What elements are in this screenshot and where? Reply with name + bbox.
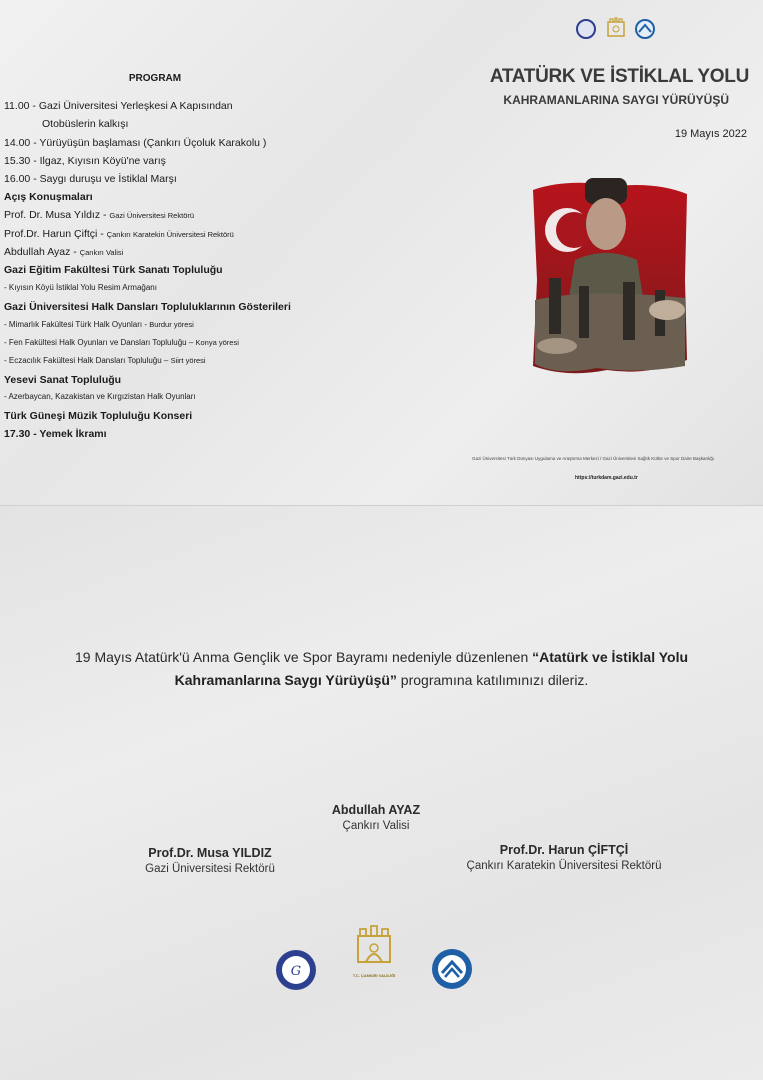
program-line [4,392,196,401]
program-line-text: Açış Konuşmaları [4,191,93,203]
ataturk-collage-image [527,160,691,380]
invitation-event-name: “Atatürk ve İstiklal Yolu Kahramanlarına Saygı Yürüyüşü” [174,649,689,688]
gazi-university-logo [275,949,317,991]
program-line [4,155,166,167]
program-panel [0,0,763,505]
program-line-text: Otobüslerin kalkışı [42,118,129,130]
program-line [4,320,194,329]
governor-name: Abdullah AYAZ [331,803,421,817]
signature-gazi-rector [100,846,320,875]
program-line [4,283,157,292]
program-line-text: Türk Güneşi Müzik Topluluğu Konseri [4,410,193,422]
program-line [4,374,121,386]
organizers-note: Gazi Üniversitesi Türk Dünyası Uygulama ve Araştırma Merkezi / Gazi Üniversitesi Sağlık Kültür ve Spor Daire Başkanlığı [472,456,715,461]
governorship-logo-text: T.C. ÇANKIRI VALİLİĞİ [352,973,396,978]
website-link[interactable]: https://turkdam.gazi.edu.tr [575,475,638,481]
signature-governor [276,803,476,832]
event-date: 19 Mayıs 2022 [674,128,747,140]
program-line-text: Gazi Eğitim Fakültesi Türk Sanatı Topluluğu [4,264,223,276]
program-line-text: Prof. Dr. Musa Yıldız - [4,209,110,221]
program-line [42,118,128,130]
svg-text:G: G [290,964,302,979]
program-line-note: Burdur yöresi [149,320,194,329]
program-line-text: Gazi Üniversitesi Halk Dansları Topluluklarının Gösterileri [4,301,291,313]
karatekin-rector-name: Prof.Dr. Harun ÇİFTÇİ [499,843,629,857]
program-line-text: 14.00 - Yürüyüşün başlaması (Çankırı Üçoluk Karakolu ) [4,137,267,149]
program-line [4,356,206,365]
program-line-note: Çankırı Karatekin Üniversitesi Rektörü [106,230,234,239]
program-line-text: - Azerbaycan, Kazakistan ve Kırgızistan Halk Oyunları [4,392,196,401]
program-line [4,209,194,221]
program-line-note: Siirt yöresi [170,356,206,365]
program-line [4,246,123,258]
program-line-note: Gazi Üniversitesi Rektörü [109,211,195,220]
program-line-text: 11.00 - Gazi Üniversitesi Yerleşkesi A Kapısından [4,100,233,112]
program-line-note: Çankırı Valisi [79,248,124,257]
program-line [4,228,234,240]
governor-role: Çankırı Valisi [342,820,410,832]
program-line-text: 17.30 - Yemek İkramı [4,428,107,440]
program-line-text: Prof.Dr. Harun Çiftçi - [4,228,107,240]
program-line-note: Konya yöresi [195,338,239,347]
program-line [4,301,291,313]
program-line [4,338,239,347]
signature-karatekin-rector [444,843,684,872]
program-line [4,264,223,276]
program-heading: PROGRAM [128,73,182,84]
event-title: ATATÜRK VE İSTİKLAL YOLU [489,66,749,87]
governorship-logo-small [604,16,628,40]
program-line-text: 16.00 - Saygı duruşu ve İstiklal Marşı [4,173,177,185]
invitation-text-after: programına katılımınızı dileriz. [396,672,589,688]
program-line-text: 15.30 - Ilgaz, Kıyısın Köyü'ne varış [4,155,166,167]
gazi-university-logo-small [576,19,596,39]
karatekin-university-logo [431,948,473,990]
program-line-text: - Mimarlık Fakültesi Türk Halk Oyunları - [4,320,150,329]
program-line [4,173,177,185]
program-line-text: - Eczacılık Fakültesi Halk Dansları Topluluğu – [4,356,171,365]
program-line [4,410,192,422]
gazi-rector-role: Gazi Üniversitesi Rektörü [145,863,275,875]
karatekin-university-logo-small [635,19,655,39]
event-subtitle: KAHRAMANLARINA SAYGI YÜRÜYÜŞÜ [503,93,729,107]
program-line [4,137,266,149]
program-line [4,191,93,203]
program-line-text: Yesevi Sanat Topluluğu [4,374,122,386]
invitation-text-before: 19 Mayıs Atatürk'ü Anma Gençlik ve Spor Bayramı nedeniyle düzenlenen [74,649,533,665]
program-line [4,100,233,112]
program-line-text: - Kıyısın Köyü İstiklal Yolu Resim Armağanı [4,283,157,292]
invitation-text [60,646,703,692]
program-line-text: - Fen Fakültesi Halk Oyunları ve Dansları Topluluğu – [4,338,196,347]
governorship-logo [352,924,396,978]
program-line-text: Abdullah Ayaz - [4,246,80,258]
karatekin-rector-role: Çankırı Karatekin Üniversitesi Rektörü [466,860,662,872]
program-line [4,428,107,440]
invitation-panel [0,505,763,1080]
gazi-rector-name: Prof.Dr. Musa YILDIZ [148,846,272,860]
